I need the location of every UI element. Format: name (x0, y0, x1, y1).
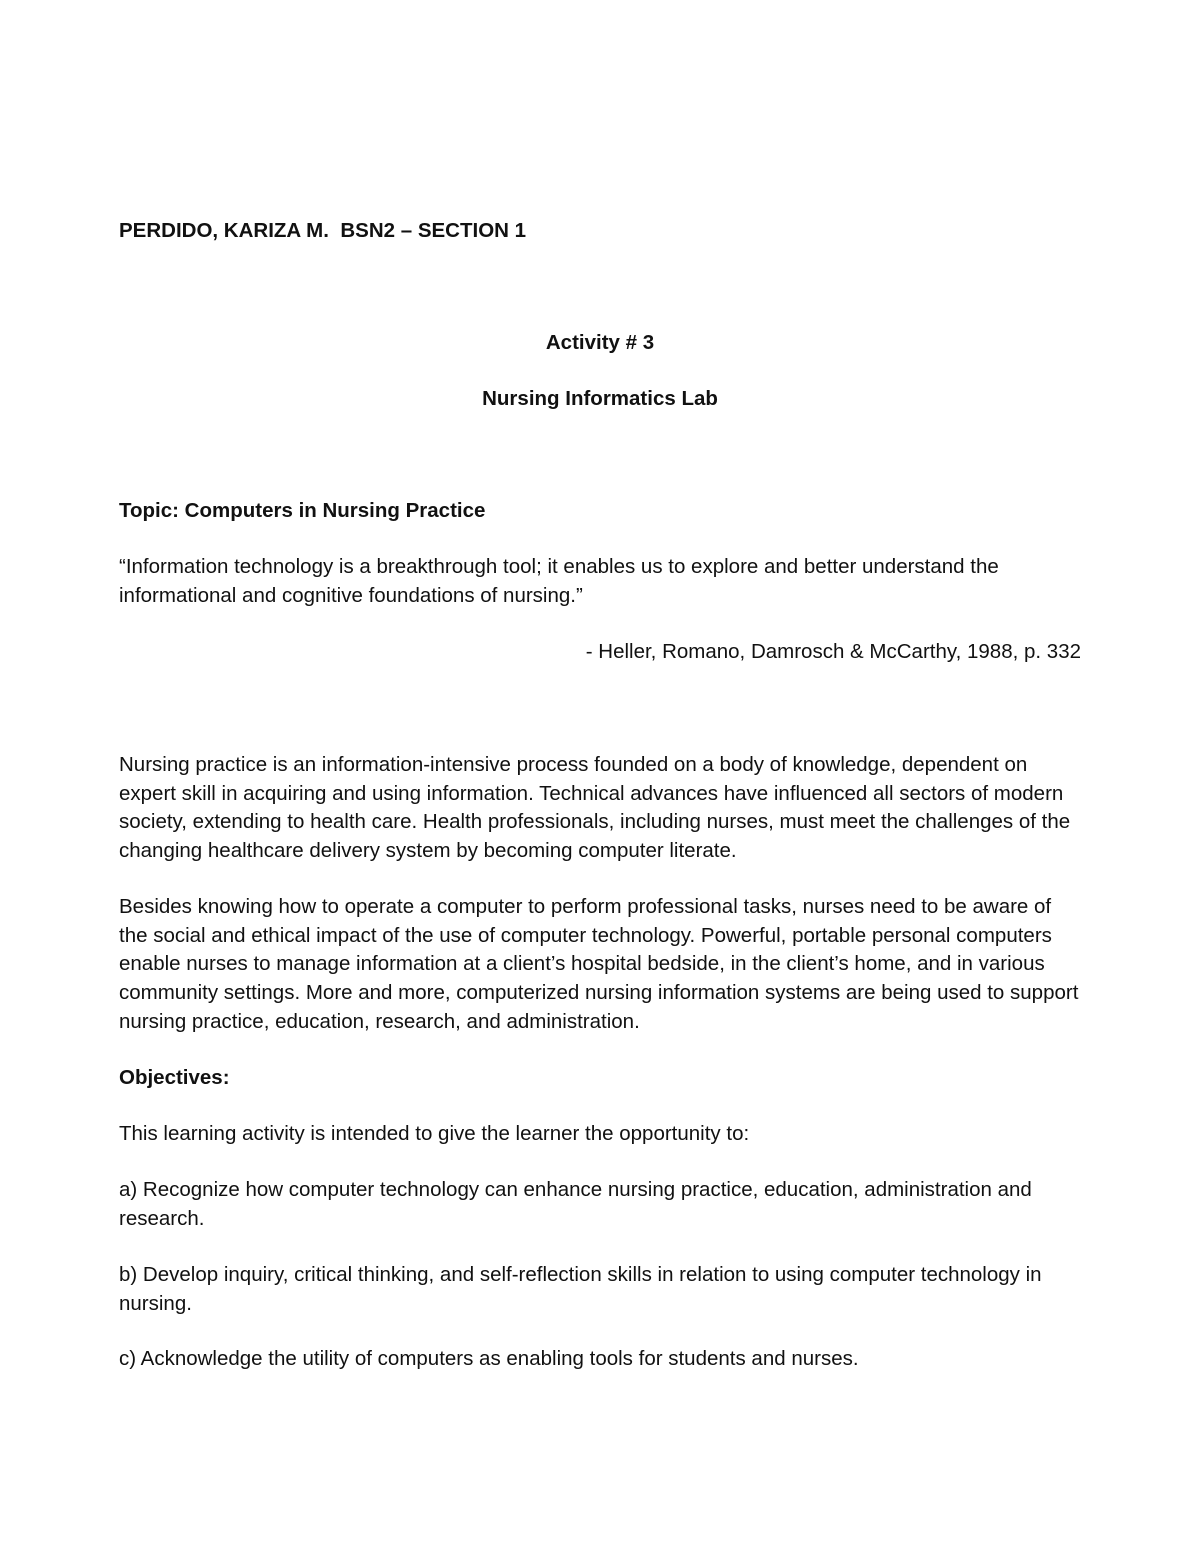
activity-title: Activity # 3 (545, 331, 655, 354)
quote-attribution: - Heller, Romano, Damrosch & McCarthy, 1988, p. 332 (585, 640, 1081, 663)
objective-item-b: b) Develop inquiry, critical thinking, and self-reflection skills in relation to using computer technology in nursing. (119, 1263, 1042, 1315)
student-name: PERDIDO, KARIZA M. (119, 219, 329, 242)
objective-item-c: c) Acknowledge the utility of computers as enabling tools for students and nurses. (119, 1347, 859, 1370)
student-header (119, 217, 1081, 246)
paragraph-2: Besides knowing how to operate a computer to perform professional tasks, nurses need to be aware of the social and ethical impact of the use of computer technology. Powerful, portable personal computers enable nurses to manage information at a client’s hospital bedside, in the client’s home, and in various community settings. More and more, computerized nursing information systems are being used to support nursing practice, education, research, and administration. (119, 895, 1079, 1033)
quote-text: “Information technology is a breakthrough tool; it enables us to explore and better understand the informational and cognitive foundations of nursing.” (119, 555, 999, 607)
objective-item-a: a) Recognize how computer technology can enhance nursing practice, education, administration and research. (119, 1178, 1032, 1230)
objectives-intro: This learning activity is intended to give the learner the opportunity to: (119, 1122, 750, 1145)
objectives-heading: Objectives: (119, 1066, 230, 1089)
topic-heading: Topic: Computers in Nursing Practice (119, 499, 486, 522)
student-section: BSN2 – SECTION 1 (340, 219, 527, 242)
paragraph-1: Nursing practice is an information-intensive process founded on a body of knowledge, dependent on expert skill in acquiring and using information. Technical advances have influenced all sectors of modern society, extending to health care. Health professionals, including nurses, must meet the challenges of the changing healthcare delivery system by becoming computer literate. (119, 753, 1071, 863)
lab-title: Nursing Informatics Lab (482, 387, 718, 410)
